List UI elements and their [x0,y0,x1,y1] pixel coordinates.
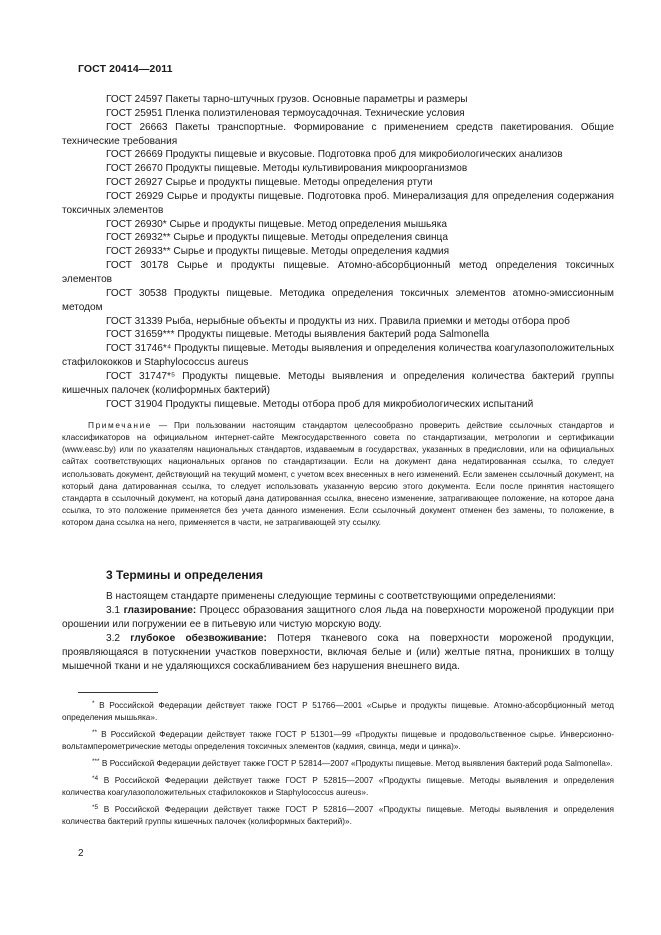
reference-item: ГОСТ 25951 Пленка полиэтиленовая термоусадочная. Технические условия [106,107,465,119]
footnote-mark: ** [92,729,98,736]
reference-item: ГОСТ 26932** Сырье и продукты пищевые. Методы определения свинца [106,232,448,244]
reference-item: ГОСТ 26670 Продукты пищевые. Методы культивирования микроорганизмов [106,163,468,175]
reference-item: ГОСТ 26930* Сырье и продукты пищевые. Метод определения мышьяка [106,218,448,230]
term-number: 3.1 [106,605,124,617]
reference-item: ГОСТ 26669 Продукты пищевые и вкусовые. Подготовка проб для микробиологических анализов [106,149,563,161]
reference-item: ГОСТ 31904 Продукты пищевые. Методы отбора проб для микробиологических испытаний [106,398,534,410]
reference-item: ГОСТ 26933** Сырье и продукты пищевые. Методы определения кадмия [106,246,450,258]
footnotes [62,699,614,832]
reference-item: ГОСТ 31747*⁵ Продукты пищевые. Методы выявления и определения количества бактерий группы кишечных палочек (колиформных бактерий) [62,370,614,396]
footnote [62,803,614,828]
reference-item: ГОСТ 31339 Рыба, нерыбные объекты и продукты из них. Правила приемки и методы отбора проб [106,315,570,327]
terms-body [62,590,614,675]
reference-item: ГОСТ 24597 Пакеты тарно-штучных грузов. Основные параметры и размеры [106,94,468,105]
footnote [62,728,614,753]
reference-item: ГОСТ 30538 Продукты пищевые. Методика определения токсичных элементов атомно-эмиссионным методом [62,287,614,313]
note-label: Примечание [88,420,153,430]
footnote-text: В Российской Федерации действует также ГОСТ Р 51301—99 «Продукты пищевые и продовольственное сырье. Инверсионно-вольтамперометрические методы определения токсичных элементов (кадмия, свинца, меди и цинка)». [62,729,614,752]
footnote-separator [78,692,158,693]
footnote-text: В Российской Федерации действует также ГОСТ Р 51766—2001 «Сырье и продукты пищевые. Атомно-абсорбционный метод определения мышьяка». [62,700,614,723]
term-number: 3.2 [106,633,131,645]
reference-item: ГОСТ 26663 Пакеты транспортные. Формирование с применением средств пакетирования. Общие технические требования [62,121,614,147]
note-text: — При пользовании настоящим стандартом целесообразно проверить действие ссылочных стандартов и классификаторов на официальном интернет-сайте Межгосударственного совета по стандартизации, метрологии и сертификации (www.easc.by) или по указателям национальных стандартов, издаваемым в государствах, указанных в предисловии, или на официальных сайтах соответствующих национальных органов по стандартизации. Если на документ дана недатированная ссылка, то следует использовать документ, действующий на текущий момент, с учетом всех внесенных в него изменений. Если заменен ссылочный документ, на который дана датированная ссылка, то следует использовать указанную версию этого документа. Если после принятия настоящего стандарта в ссылочный документ, на который дана датированная ссылка, внесено изменение, затрагивающее положение, на которое дана ссылка, то это положение применяется без учета данного изменения. Если ссылочный документ отменен без замены, то положение, в котором дана ссылка на него, применяется в части, не затрагивающей эту ссылку. [62,420,614,528]
footnote [62,774,614,799]
footnote [62,757,614,769]
term-name: глазирование: [123,605,197,617]
page-number: 2 [78,848,84,859]
reference-item: ГОСТ 26929 Сырье и продукты пищевые. Подготовка проб. Минерализация для определения содержания токсичных элементов [62,190,614,216]
footnote [62,699,614,724]
reference-item: ГОСТ 30178 Сырье и продукты пищевые. Атомно-абсорбционный метод определения токсичных элементов [62,260,614,285]
section-heading: 3 Термины и определения [106,568,264,582]
term-name: глубокое обезвоживание: [130,633,267,645]
footnote-mark: *4 [92,774,99,782]
reference-item: ГОСТ 31746*⁴ Продукты пищевые. Методы выявления и определения количества коагулазоположительных стафилококков и Staphylococcus aureus [62,343,614,369]
term-definition [62,632,614,674]
footnote-text: В Российской Федерации действует также ГОСТ Р 52816—2007 «Продукты пищевые. Методы выявления и определения количества бактерий группы кишечных палочек (колиформных бактерий)». [62,803,614,826]
normative-references-list [62,93,614,411]
reference-item: ГОСТ 31659*** Продукты пищевые. Методы выявления бактерий рода Salmonella [106,329,490,341]
footnote-mark: *** [92,758,100,765]
term-definition [62,604,614,632]
terms-intro: В настоящем стандарте применены следующие термины с соответствующими определениями: [106,591,556,602]
footnote-text: В Российской Федерации действует также ГОСТ Р 52814—2007 «Продукты пищевые. Метод выявления бактерий рода Salmonella». [99,758,613,768]
term-text: Потеря тканевого сока на поверхности мороженой продукции, проявляющаяся в потускнении участков поверхности, включая белые и (или) желтые пятна, проникших в толщу мышечной ткани и не удаляющихся соскабливанием без нарушения внешнего вида. [62,633,614,673]
footnote-text: В Российской Федерации действует также ГОСТ Р 52815—2007 «Продукты пищевые. Методы выявления и определения количества коагулазоположительных стафилококков и Staphylococcus aureus». [62,774,614,797]
reference-item: ГОСТ 26927 Сырье и продукты пищевые. Методы определения ртути [106,177,433,189]
document-code-header: ГОСТ 20414—2011 [78,63,173,75]
footnote-mark: *5 [92,803,99,811]
term-text: Процесс образования защитного слоя льда на поверхности мороженой продукции при орошении или погружении ее в питьевую или чистую морскую воду. [62,605,614,631]
note-paragraph [62,419,614,528]
footnote-mark: * [92,700,95,707]
